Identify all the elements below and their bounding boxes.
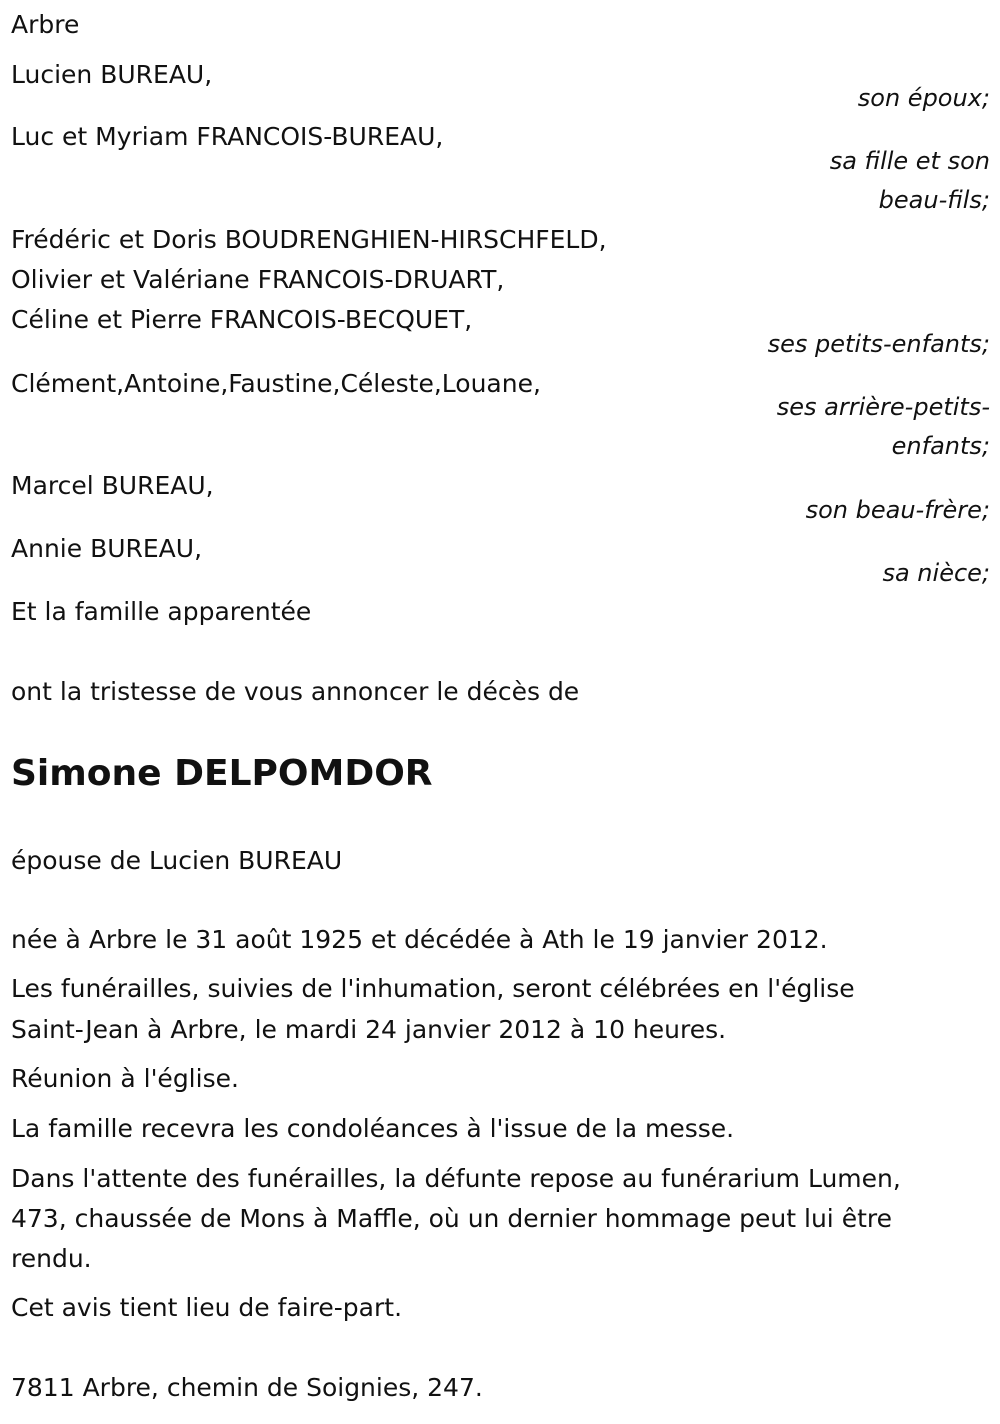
relation-great-grandchildren-line2: enfants; bbox=[891, 432, 990, 460]
relation-daughter-line2: beau-fils; bbox=[878, 186, 990, 214]
rest-line-1: Dans l'attente des funérailles, la défunte repose au funérarium Lumen, bbox=[11, 1164, 901, 1193]
address-line: 7811 Arbre, chemin de Soignies, 247. bbox=[11, 1373, 483, 1402]
family-name-daughter: Luc et Myriam FRANCOIS-BUREAU, bbox=[11, 122, 444, 151]
family-name-spouse: Lucien BUREAU, bbox=[11, 60, 213, 89]
relation-brother-in-law: son beau-frère; bbox=[805, 496, 990, 524]
relation-grandchildren: ses petits-enfants; bbox=[767, 330, 990, 358]
rest-line-3: rendu. bbox=[11, 1244, 92, 1273]
meeting-line: Réunion à l'église. bbox=[11, 1064, 239, 1093]
relation-daughter-line1: sa fille et son bbox=[829, 147, 990, 175]
funeral-line-2: Saint-Jean à Arbre, le mardi 24 janvier 2012 à 10 heures. bbox=[11, 1015, 727, 1044]
announcement-text: ont la tristesse de vous annoncer le décès de bbox=[11, 677, 580, 706]
family-name-grandchild-3: Céline et Pierre FRANCOIS-BECQUET, bbox=[11, 305, 473, 334]
family-name-relatives: Et la famille apparentée bbox=[11, 597, 312, 626]
birth-death-line: née à Arbre le 31 août 1925 et décédée à Ath le 19 janvier 2012. bbox=[11, 925, 828, 954]
family-name-niece: Annie BUREAU, bbox=[11, 534, 203, 563]
rest-line-2: 473, chaussée de Mons à Maffle, où un dernier hommage peut lui être bbox=[11, 1204, 892, 1233]
relation-spouse: son époux; bbox=[857, 84, 990, 112]
notice-line: Cet avis tient lieu de faire-part. bbox=[11, 1293, 403, 1322]
family-name-great-grandchildren: Clément,Antoine,Faustine,Céleste,Louane, bbox=[11, 369, 541, 398]
relation-niece: sa nièce; bbox=[882, 559, 990, 587]
deceased-name: Simone DELPOMDOR bbox=[11, 753, 433, 794]
family-name-grandchild-1: Frédéric et Doris BOUDRENGHIEN-HIRSCHFELD, bbox=[11, 225, 607, 254]
relation-great-grandchildren-line1: ses arrière-petits- bbox=[776, 393, 990, 421]
town-heading: Arbre bbox=[11, 10, 80, 39]
family-name-brother-in-law: Marcel BUREAU, bbox=[11, 471, 214, 500]
funeral-line-1: Les funérailles, suivies de l'inhumation, seront célébrées en l'église bbox=[11, 974, 855, 1003]
spouse-line: épouse de Lucien BUREAU bbox=[11, 846, 343, 875]
family-name-grandchild-2: Olivier et Valériane FRANCOIS-DRUART, bbox=[11, 265, 505, 294]
condolences-line: La famille recevra les condoléances à l'issue de la messe. bbox=[11, 1114, 735, 1143]
